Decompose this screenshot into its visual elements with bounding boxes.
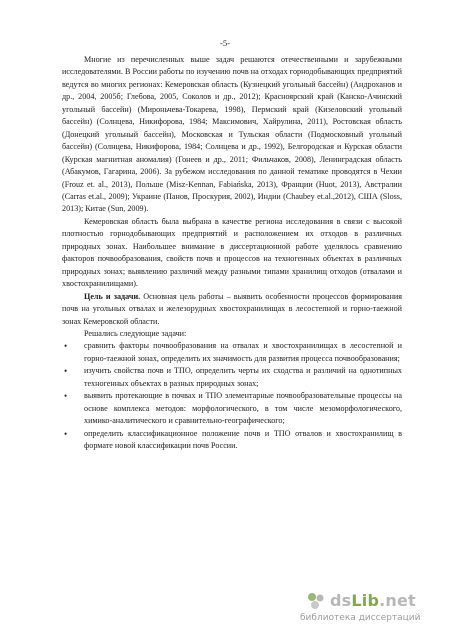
tasks-intro: Решались следующие задачи: bbox=[84, 328, 187, 338]
goal-text: Основная цель работы – выявить особенности процессов формирования почв на угольных отвалах и железорудных хвостохранилищах в лесостепной и горно-таежной зонах Кемеровской области. bbox=[62, 291, 403, 326]
watermark-name bbox=[330, 591, 416, 610]
document-body bbox=[62, 54, 402, 453]
task-text: изучить свойства почв и ТПО, определить черты их сходства и различий на однотипных техногенных объектах в разных природных зонах; bbox=[84, 366, 402, 388]
page-number: -5- bbox=[219, 38, 231, 48]
bullet-icon: • bbox=[64, 391, 68, 402]
bullet-icon: • bbox=[64, 428, 68, 439]
list-item bbox=[62, 390, 402, 427]
task-text: определить классификационное положение почв и ТПО отвалов и хвостохранилищ в формате новой классификации почв России. bbox=[84, 428, 402, 451]
bullet-icon: • bbox=[64, 341, 68, 352]
watermark-name-ds: ds bbox=[330, 591, 352, 610]
dslib-logo-icon bbox=[306, 591, 326, 611]
task-text: выявить протекающие в почвах и ТПО элементарные почвообразовательные процессы на основе комплекса методов: морфологического, в том числе мезоморфологического, химико-аналитического и сравнительно-географического; bbox=[84, 391, 402, 426]
task-list bbox=[62, 340, 402, 452]
goal-label: Цель и задачи. bbox=[84, 291, 141, 301]
dslib-watermark bbox=[300, 591, 440, 631]
paragraph-intro: Многие из перечисленных выше задач решаются отечественными и зарубежными исследователями. В России работы по изучению почв на отходах горнодобывающих предприятий ведутся во многих регионах: Кемеровская область (Кузнецкий угольный бассейн) (Андроханов и др., 2004, 2005б; Глебова, 2005, Соколов и др., 2012); Красноярский край (Канско-Ачинский угольный бассейн) (Мироньчева-Токарева, 1998), Пермский край (Кизеловский угольный бассейн) (Солнцева, Никифорова, 1984; Максимович, Хайрулина, 2011), Ростовская область (Донецкий угольный бассейн), Московская и Тульская области (Подмосковный угольный бассейн) (Солнцева, Никифорова, 1984; Солнцева и др., 1992), Белгородская и Курская области (Курская магнитная аномалия) (Гонеев и др., 2011; Фильчаков, 2008), Ленинградская область (Абакумов, Гагарина, 2006). За рубежом исследования по данной тематике проводятся в Чехии (Frouz et. al., 2013), Польше (Misz-Kennan, Fabiańska, 2013), Франции (Huot, 2013), Австралии (Carras et.al., 2009); Украине (Панов, Проскурия, 2002), Индии (Chaubey et.al.,2012), США (Sloss, 2013); Китае (Sun, 2009). bbox=[62, 55, 402, 214]
paragraph-region: Кемеровская область была выбрана в качестве региона исследования в связи с высокой плотностью горнодобывающих предприятий и расположением их отходов в различных природных зонах. Наибольшее внимание в диссертационной работе уделялось сравнению факторов почвообразования, свойств почв и процессов на техногенных объектах в различных природных зонах; выявлению различий между разными типами хранилищ отходов (отвалами и хвостохранилищами). bbox=[62, 216, 402, 289]
list-item bbox=[62, 340, 402, 365]
paragraph-goal bbox=[62, 291, 402, 328]
bullet-icon: • bbox=[64, 366, 68, 377]
watermark-name-net: .net bbox=[379, 591, 416, 610]
watermark-name-lib: Lib bbox=[351, 591, 380, 610]
task-text: сравнить факторы почвообразования на отвалах и хвостохранилищах в лесостепной и горно-таежной зонах, определить их значимость для развития процесса почвообразования; bbox=[84, 341, 402, 363]
list-item bbox=[62, 365, 402, 390]
list-item bbox=[62, 428, 402, 453]
watermark-subtitle: библиотека диссертаций bbox=[300, 613, 421, 623]
